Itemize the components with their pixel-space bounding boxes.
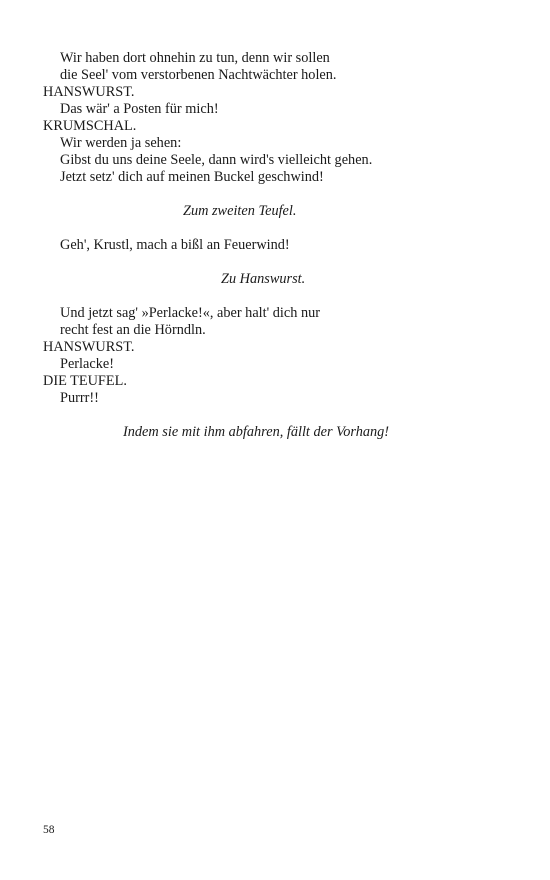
stage-direction: Zum zweiten Teufel. <box>183 203 297 219</box>
stage-direction: Indem sie mit ihm abfahren, fällt der Vorhang! <box>123 424 390 440</box>
speech-line: Purrr!! <box>60 390 99 406</box>
blank-line <box>43 254 483 271</box>
stage-direction: Zu Hanswurst. <box>221 271 306 287</box>
speech-line: Jetzt setz' dich auf meinen Buckel geschwind! <box>60 169 324 185</box>
blank-line <box>43 407 483 424</box>
speech-line: Das wär' a Posten für mich! <box>60 101 219 117</box>
speech-line: Geh', Krustl, mach a bißl an Feuerwind! <box>60 237 290 253</box>
play-text <box>43 50 483 441</box>
speech-line: Und jetzt sag' »Perlacke!«, aber halt' dich nur <box>60 305 321 321</box>
speaker-name: HANSWURST. <box>43 84 135 100</box>
speech-line: Wir werden ja sehen: <box>60 135 182 151</box>
blank-line <box>43 288 483 305</box>
speaker-name: KRUMSCHAL. <box>43 118 137 134</box>
blank-line <box>43 186 483 203</box>
speech-line: Wir haben dort ohnehin zu tun, denn wir sollen <box>60 50 330 66</box>
speech-line: die Seel' vom verstorbenen Nachtwächter holen. <box>60 67 337 83</box>
speech-line: recht fest an die Hörndln. <box>60 322 206 338</box>
speech-line: Perlacke! <box>60 356 114 372</box>
speaker-name: DIE TEUFEL. <box>43 373 127 389</box>
blank-line <box>43 220 483 237</box>
speaker-name: HANSWURST. <box>43 339 135 355</box>
page-number: 58 <box>43 824 55 836</box>
speech-line: Gibst du uns deine Seele, dann wird's vielleicht gehen. <box>60 152 373 168</box>
